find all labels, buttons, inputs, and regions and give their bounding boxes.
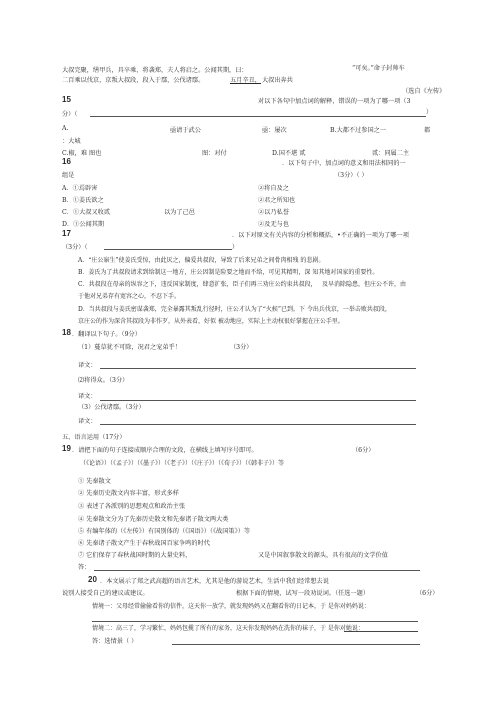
q16-stem-cont: 组是 <box>62 172 75 179</box>
q16-option-a2: ②将自及之 <box>258 185 289 192</box>
q15-stem: 对以下各句中加点词的解释，错误的一项为了哪一项（3 <box>258 98 411 105</box>
q16-option-d1: D．①公闻其期 <box>62 221 105 228</box>
q18-number: 18 <box>62 328 71 337</box>
q17-option-a: A．“庄公寤生”使姜氏受惊，由此厌之，偏爱共叔段，导致了后来兄弟之间骨肉相残 的悲剧。 <box>78 257 325 264</box>
q20-scenario-1: 情境一：父母经常偷偷看你的信件，这天你一放学，就发现妈妈又在翻看你的日记本，于 是你对妈妈说： <box>92 603 370 610</box>
q17-number: 17 <box>62 229 71 238</box>
q15-option-a-label: A. <box>62 125 69 132</box>
q16-number: 16 <box>62 157 71 166</box>
q16-option-d2: ②及无与也 <box>258 221 289 228</box>
q18-translation-label-3: 译文： <box>78 418 97 425</box>
q17-option-d: D．当共叔段与姜氏密谋袭郑，完全暴露其叛乱行径时，庄公才认为了“火候”已到。下 令出兵伐京，一举击败共叔段， <box>78 306 391 313</box>
q16-stem: ．以下句子中，加点词的意义和用法相同的一 <box>282 160 406 167</box>
q15-score: 分）（ <box>62 111 78 118</box>
passage-line-2-underlined: 五月辛丑， <box>230 77 261 84</box>
q16-option-c1: C．①大叔又收贰 <box>62 209 111 216</box>
q17-option-c-cont: 于他对兄弟存有宽容之心，不忍下手。 <box>78 293 181 300</box>
q19-item-4: ④ 先秦散文分为了先秦历史散文和先秦诸子散文两大类 <box>78 516 229 523</box>
q18-translation-label-2: 译文： <box>78 393 97 400</box>
q15-option-d-gloss: 贰：同属二主 <box>372 150 410 157</box>
q20-scenario-2: 情境二：高三了，学习繁忙，妈妈包揽了所有的家务，这天你发现妈妈在洗你的袜子，于 是你对她说： <box>92 625 364 632</box>
q17-stem: ．以下对原文有关内容的分析和概括，•不正确的一项为了哪一项 <box>232 232 409 239</box>
q17-paren-close: ） <box>232 244 239 251</box>
q16-option-c2: ②以乃私誉 <box>258 209 289 216</box>
q15-number: 15 <box>62 95 71 104</box>
q20-answer-label: 答：选情景（ ） <box>92 638 138 645</box>
q19-score: （6分） <box>352 447 375 454</box>
passage-line-1-end: “可矣。”命子封帅车 <box>352 65 405 72</box>
q16-option-b1: B．①姜氏欲之 <box>62 197 104 204</box>
q18-stem: ．翻译以下句子。（9分） <box>72 331 141 338</box>
passage-line-2-end: 大叔出奔共 <box>262 77 293 84</box>
passage-line-2: 二百乘以伐京，京叛大叔段，段入于鄢，公伐诸鄢。 <box>62 77 205 84</box>
q19-stem: ．请把下面的句子连接成顺序合理的文段，在横线上填写序号即可。 <box>72 447 258 454</box>
q19-item-7: ⑦ 它们保存了春秋战国时期的大量史料， <box>78 552 192 559</box>
q20-stem: ．本文展示了郑之武高超的语言艺术，尤其是他的游说艺术，生活中我们经常想去说 <box>100 578 329 585</box>
q18-sentence-1: （1）蔓草犹不可除，况君之宠弟乎！ <box>78 344 181 351</box>
q19-item-3: ③ 表述了各派别的思想观点和政治主张 <box>78 503 186 510</box>
q20-stem-cont-2: 根据下面的情境，试写一段劝说词。（任选一题） <box>236 590 370 597</box>
q15-option-b: B.大都不过参国之一 <box>330 127 387 134</box>
q19-answer-label: 答： <box>78 564 91 571</box>
q16-option-b2: ②君之所知也 <box>258 197 296 204</box>
q15-option-a: 亟请于武公 <box>170 127 201 134</box>
q15-option-c-gloss: 图：对付 <box>202 150 227 157</box>
q15-option-c: C.椒，难 图也 <box>62 150 102 157</box>
q19-item-1: ① 先秦散文 <box>78 478 111 485</box>
q18-translation-label-1: 译文： <box>78 362 97 369</box>
q19-item-5: ⑤ 有编年体的（《左传》）有国别体的（《国语》）（《战国策》）等 <box>78 528 251 535</box>
q15-option-a-gloss: 亟：屡次 <box>262 127 287 134</box>
q17-option-c-tail: 及早消除隐患，但庄公不许，由 <box>322 281 407 288</box>
q19-item-7-cont: 又是中国叙事散文的源头，具有很高的文学价值 <box>258 552 388 559</box>
q19-number: 19 <box>62 444 71 453</box>
q20-number: 20 <box>88 575 97 584</box>
q18-sentence-2: ⑵将得众。（3分） <box>78 377 129 384</box>
q17-score: （3分）（ <box>62 244 88 251</box>
q20-score: （6分） <box>416 590 439 597</box>
q19-item-2: ② 先秦历史散文内容丰富，形式多样 <box>78 490 179 497</box>
q20-stem-cont: 说别人接受自己的建议或建议。 <box>62 590 149 597</box>
q16-option-a1: A．①焉辟害 <box>62 185 98 192</box>
q17-option-b: B．姜氏为了共叔段请求到给制这一地方，庄公因制是险要之地而不给，可见其精明，深 知其地对国家的重要性。 <box>78 269 379 276</box>
section-5-heading: 五、语言运用（17分） <box>62 434 126 441</box>
q15-paren-close: ） <box>426 109 433 116</box>
q18-sentence-1-score: （3分） <box>230 344 253 351</box>
q15-option-b-word: 都 <box>424 127 431 134</box>
q16-option-c1-tail: 以为了己邑 <box>164 209 195 216</box>
q17-option-d-cont: 京庄公的作为深含其叔段为非作歹，从外表看，好似 被动地应，实际上主动权很好掌握在庄公手里。 <box>78 318 344 325</box>
q19-item-6: ⑥ 先秦诸子散文产生于春秋战国百家争鸣的时代 <box>78 540 210 547</box>
q17-option-c: C．共叔段在母亲的纵容之下，违反国家制度，肆意扩张，臣子们再三劝庄公约束共叔段， <box>78 281 317 288</box>
passage-source: （选自《左传》 <box>402 88 446 95</box>
q15-option-b-gloss: ：大城 <box>62 138 81 145</box>
q15-option-d: D.国不堪 贰 <box>272 150 306 157</box>
q19-works-list: （《论语》）（《孟子》）（《墨子》）（《老子》）（《庄子》）（《荀子》）（《韩非子》）等 <box>80 460 285 467</box>
q16-score: （3分）（ ） <box>334 172 368 179</box>
passage-line-1: 大叔完聚，缮甲兵，具卒乘，将袭郑，夫人将启之。公闻其期，曰： <box>62 67 248 74</box>
q18-sentence-3: （3）公伐诸鄢。（3分） <box>78 404 145 411</box>
